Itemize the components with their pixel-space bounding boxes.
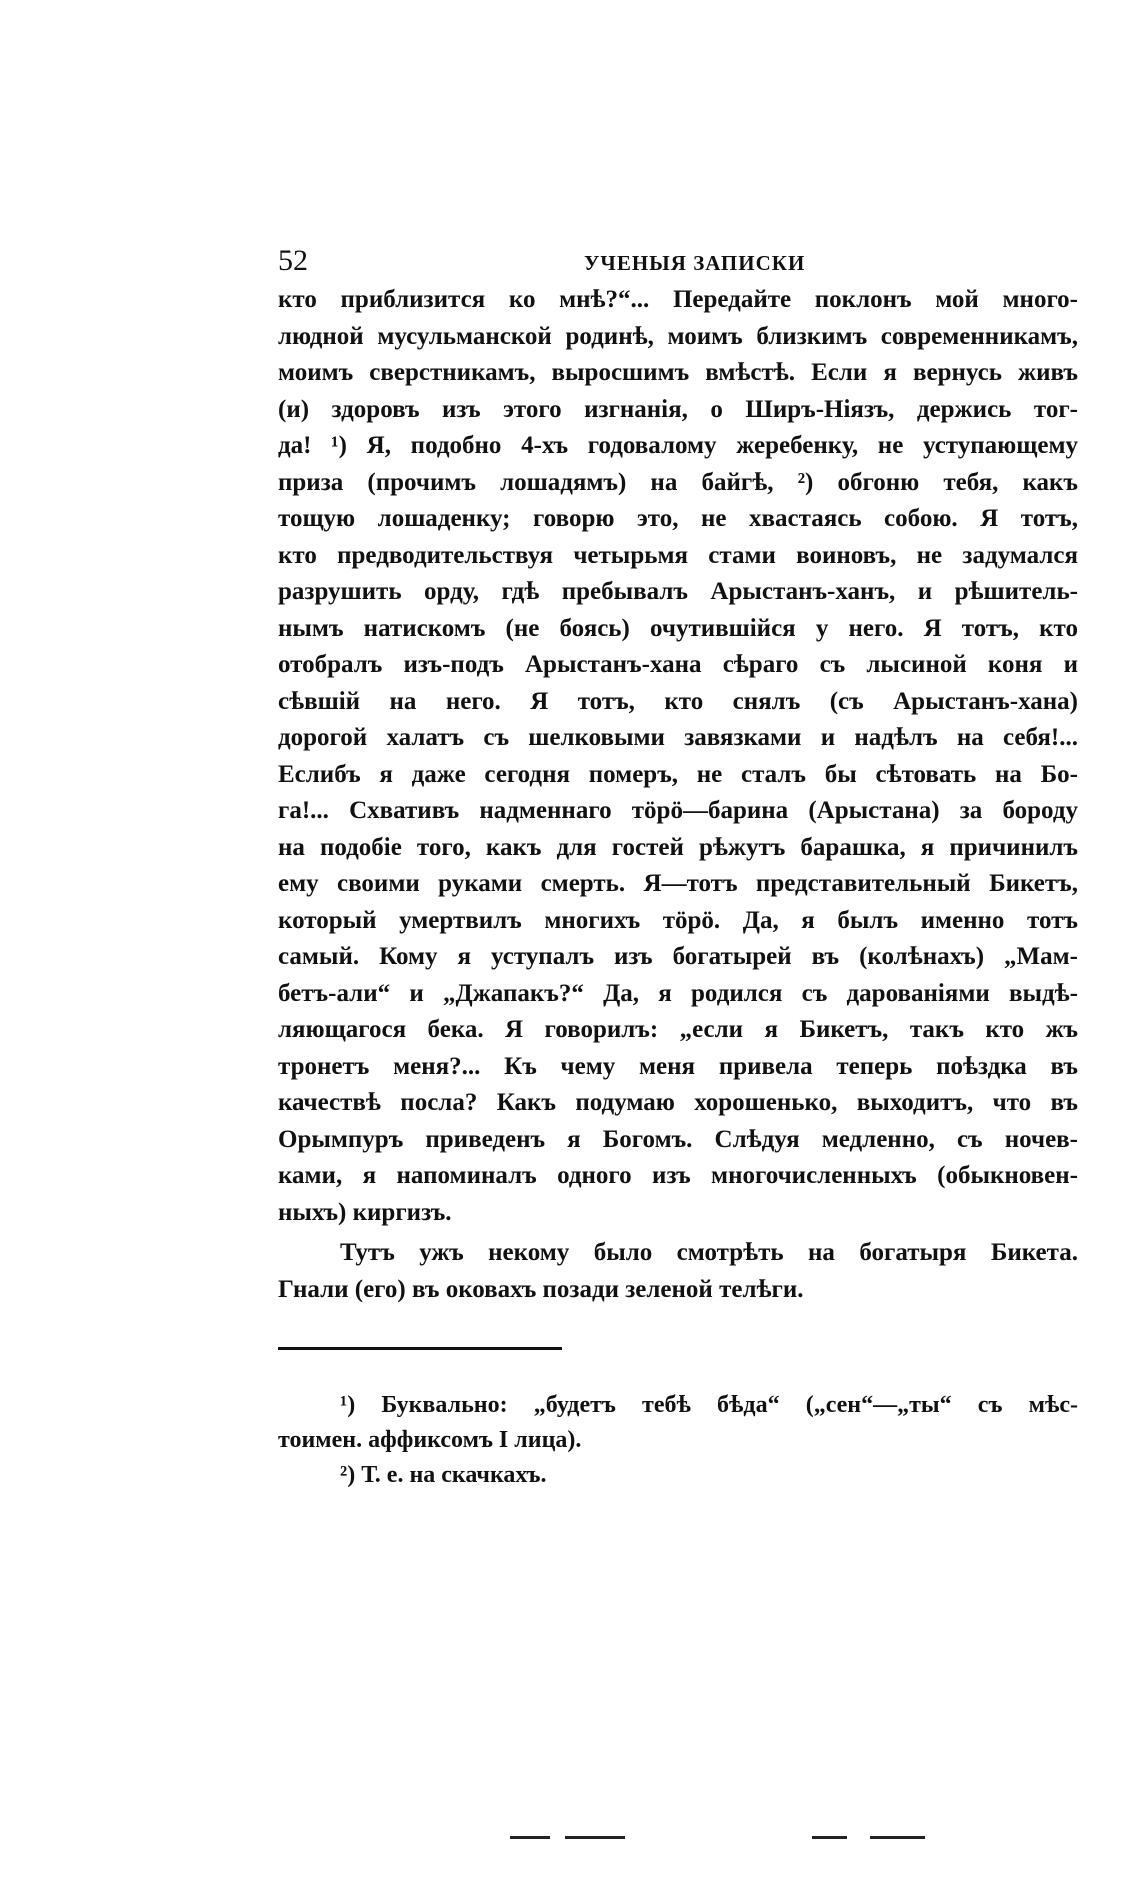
running-head — [278, 244, 1073, 284]
text-line: кто предводительствуя четырьмя стами воиновъ, не задумался — [278, 541, 1078, 569]
text-line: тощую лошаденку; говорю это, не хвастаясь собою. Я тотъ, — [278, 505, 1078, 532]
text-line: ками, я напоминалъ одного изъ многочисленныхъ (обыкновен- — [278, 1162, 1078, 1189]
text-line: который умертвилъ многихъ тӧрӧ. Да, я былъ именно тотъ — [278, 906, 1078, 934]
text-line: разрушить орду, гдѣ пребывалъ Арыстанъ-ханъ, и рѣшитель- — [278, 578, 1078, 605]
scan-mark — [565, 1836, 625, 1839]
page-number: 52 — [278, 244, 308, 277]
footnote-rule — [278, 1347, 562, 1350]
text-line: Гнали (его) въ оковахъ позади зеленой телѣги. — [278, 1275, 804, 1303]
scan-mark — [510, 1836, 550, 1839]
text-line: на подобіе того, какъ для гостей рѣжутъ барашка, я причинилъ — [278, 833, 1078, 861]
text-line: да! ¹) Я, подобно 4-хъ годовалому жеребенку, не уступающему — [278, 432, 1078, 459]
scan-mark — [812, 1836, 847, 1839]
footnote-1-line: тоимен. аффиксомъ I лица). — [278, 1427, 582, 1453]
footnote-1-line: ¹) Буквально: „будетъ тебѣ бѣда“ („сен“—„ты“ съ мѣс- — [340, 1392, 1078, 1418]
text-line: ныхъ) киргизъ. — [278, 1198, 452, 1226]
paragraph-2 — [278, 1235, 1078, 1308]
paragraph-1 — [278, 282, 1078, 1231]
running-title: УЧЕНЫЯ ЗАПИСКИ — [584, 251, 806, 275]
text-line: бетъ-али“ и „Джапакъ?“ Да, я родился съ дарованіями выдѣ- — [278, 979, 1078, 1007]
scan-mark — [870, 1836, 925, 1839]
text-line: сѣвшій на него. Я тотъ, кто снялъ (съ Арыстанъ-хана) — [278, 687, 1078, 715]
text-line: ляющагося бека. Я говорилъ: „если я Бикетъ, такъ кто жъ — [278, 1016, 1078, 1043]
text-line: (и) здоровъ изъ этого изгнанія, о Ширъ-Ніязъ, держись тог- — [278, 395, 1078, 423]
footnotes — [278, 1388, 1078, 1493]
text-line: Орымпуръ приведенъ я Богомъ. Слѣдуя медленно, съ ночев- — [278, 1125, 1078, 1153]
text-line: Еслибъ я даже сегодня померъ, не сталъ бы сѣтовать на Бо- — [278, 760, 1078, 788]
text-line: приза (прочимъ лошадямъ) на байгѣ, ²) обгоню тебя, какъ — [278, 468, 1078, 496]
text-line: моимъ сверстникамъ, выросшимъ вмѣстѣ. Если я вернусь живъ — [278, 359, 1078, 386]
footnote-2: ²) Т. е. на скачкахъ. — [340, 1462, 547, 1488]
text-line: людной мусульманской родинѣ, моимъ близкимъ современникамъ, — [278, 322, 1078, 350]
text-line: качествѣ посла? Какъ подумаю хорошенько, выходитъ, что въ — [278, 1089, 1078, 1116]
text-line: дорогой халатъ съ шелковыми завязками и надѣлъ на себя!... — [278, 724, 1078, 751]
text-line: ему своими руками смерть. Я—тотъ представительный Бикетъ, — [278, 870, 1078, 897]
text-line: га!... Схвативъ надменнаго тӧрӧ—барина (Арыстана) за бороду — [278, 797, 1078, 824]
text-line: нымъ натискомъ (не боясь) очутившійся у него. Я тотъ, кто — [278, 614, 1078, 642]
text-line: тронетъ меня?... Къ чему меня привела теперь поѣздка въ — [278, 1052, 1078, 1080]
text-line: самый. Кому я уступалъ изъ богатырей въ (колѣнахъ) „Мам- — [278, 943, 1078, 970]
main-text — [278, 282, 1078, 1308]
text-line: кто приблизится ко мнѣ?“... Передайте поклонъ мой много- — [278, 286, 1078, 313]
text-line: Тутъ ужъ некому было смотрѣть на богатыря Бикета. — [340, 1239, 1078, 1266]
text-line: отобралъ изъ-подъ Арыстанъ-хана сѣраго съ лысиной коня и — [278, 651, 1078, 678]
